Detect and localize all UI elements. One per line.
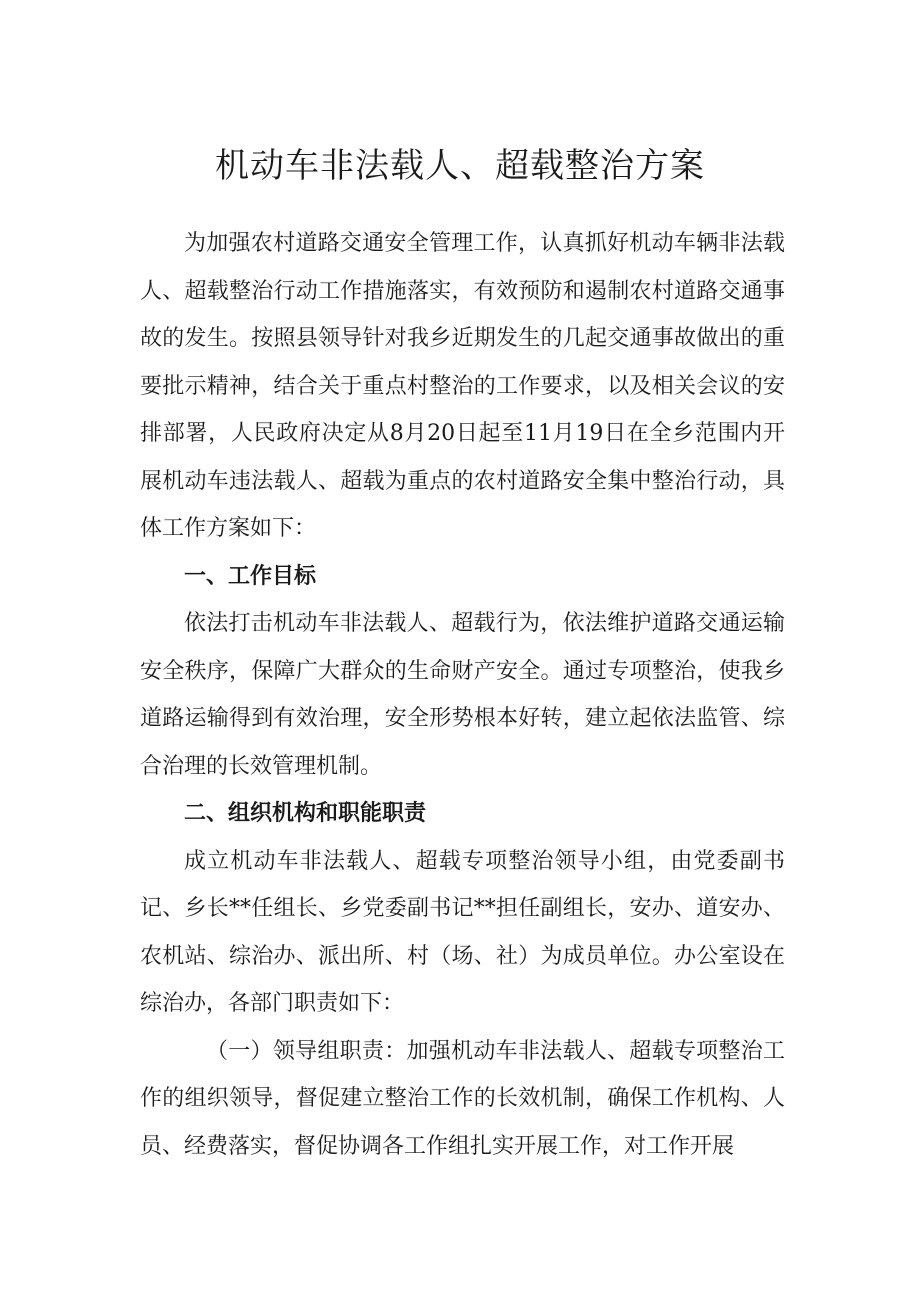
section-heading-goals: 一、工作目标 <box>184 563 317 589</box>
document-title: 机动车非法载人、超载整治方案 <box>215 146 705 186</box>
intro-paragraph: 为加强农村道路交通安全管理工作，认真抓好机动车辆非法载人、超载整治行动工作措施落实，有效预防和遏制农村道路交通事故的发生。按照县领导针对我乡近期发生的几起交通事故做出的重要批示精神，结合关于重点村整治的工作要求，以及相关会议的安排部署，人民政府决定从8月20日起至11月19日在全乡范围内开展机动车违法载人、超载为重点的农村道路安全集中整治行动，具体工作方案如下： <box>140 231 785 541</box>
section-paragraph-organization: 成立机动车非法载人、超载专项整治领导小组，由党委副书记、乡长**任组长、乡党委副书记**担任副组长，安办、道安办、农机站、综治办、派出所、村（场、社）为成员单位。办公室设在综治办，各部门职责如下： <box>140 848 785 1016</box>
section-paragraph-goals: 依法打击机动车非法载人、超载行为，依法维护道路交通运输安全秩序，保障广大群众的生命财产安全。通过专项整治，使我乡道路运输得到有效治理，安全形势根本好转，建立起依法监管、综合治理的长效管理机制。 <box>140 611 785 779</box>
subsection-paragraph-leadership: （一）领导组职责：加强机动车非法载人、超载专项整治工作的组织领导，督促建立整治工作的长效机制，确保工作机构、人员、经费落实，督促协调各工作组扎实开展工作，对工作开展 <box>140 1038 785 1159</box>
section-heading-organization: 二、组织机构和职能职责 <box>184 801 427 826</box>
document-body <box>140 220 785 1170</box>
